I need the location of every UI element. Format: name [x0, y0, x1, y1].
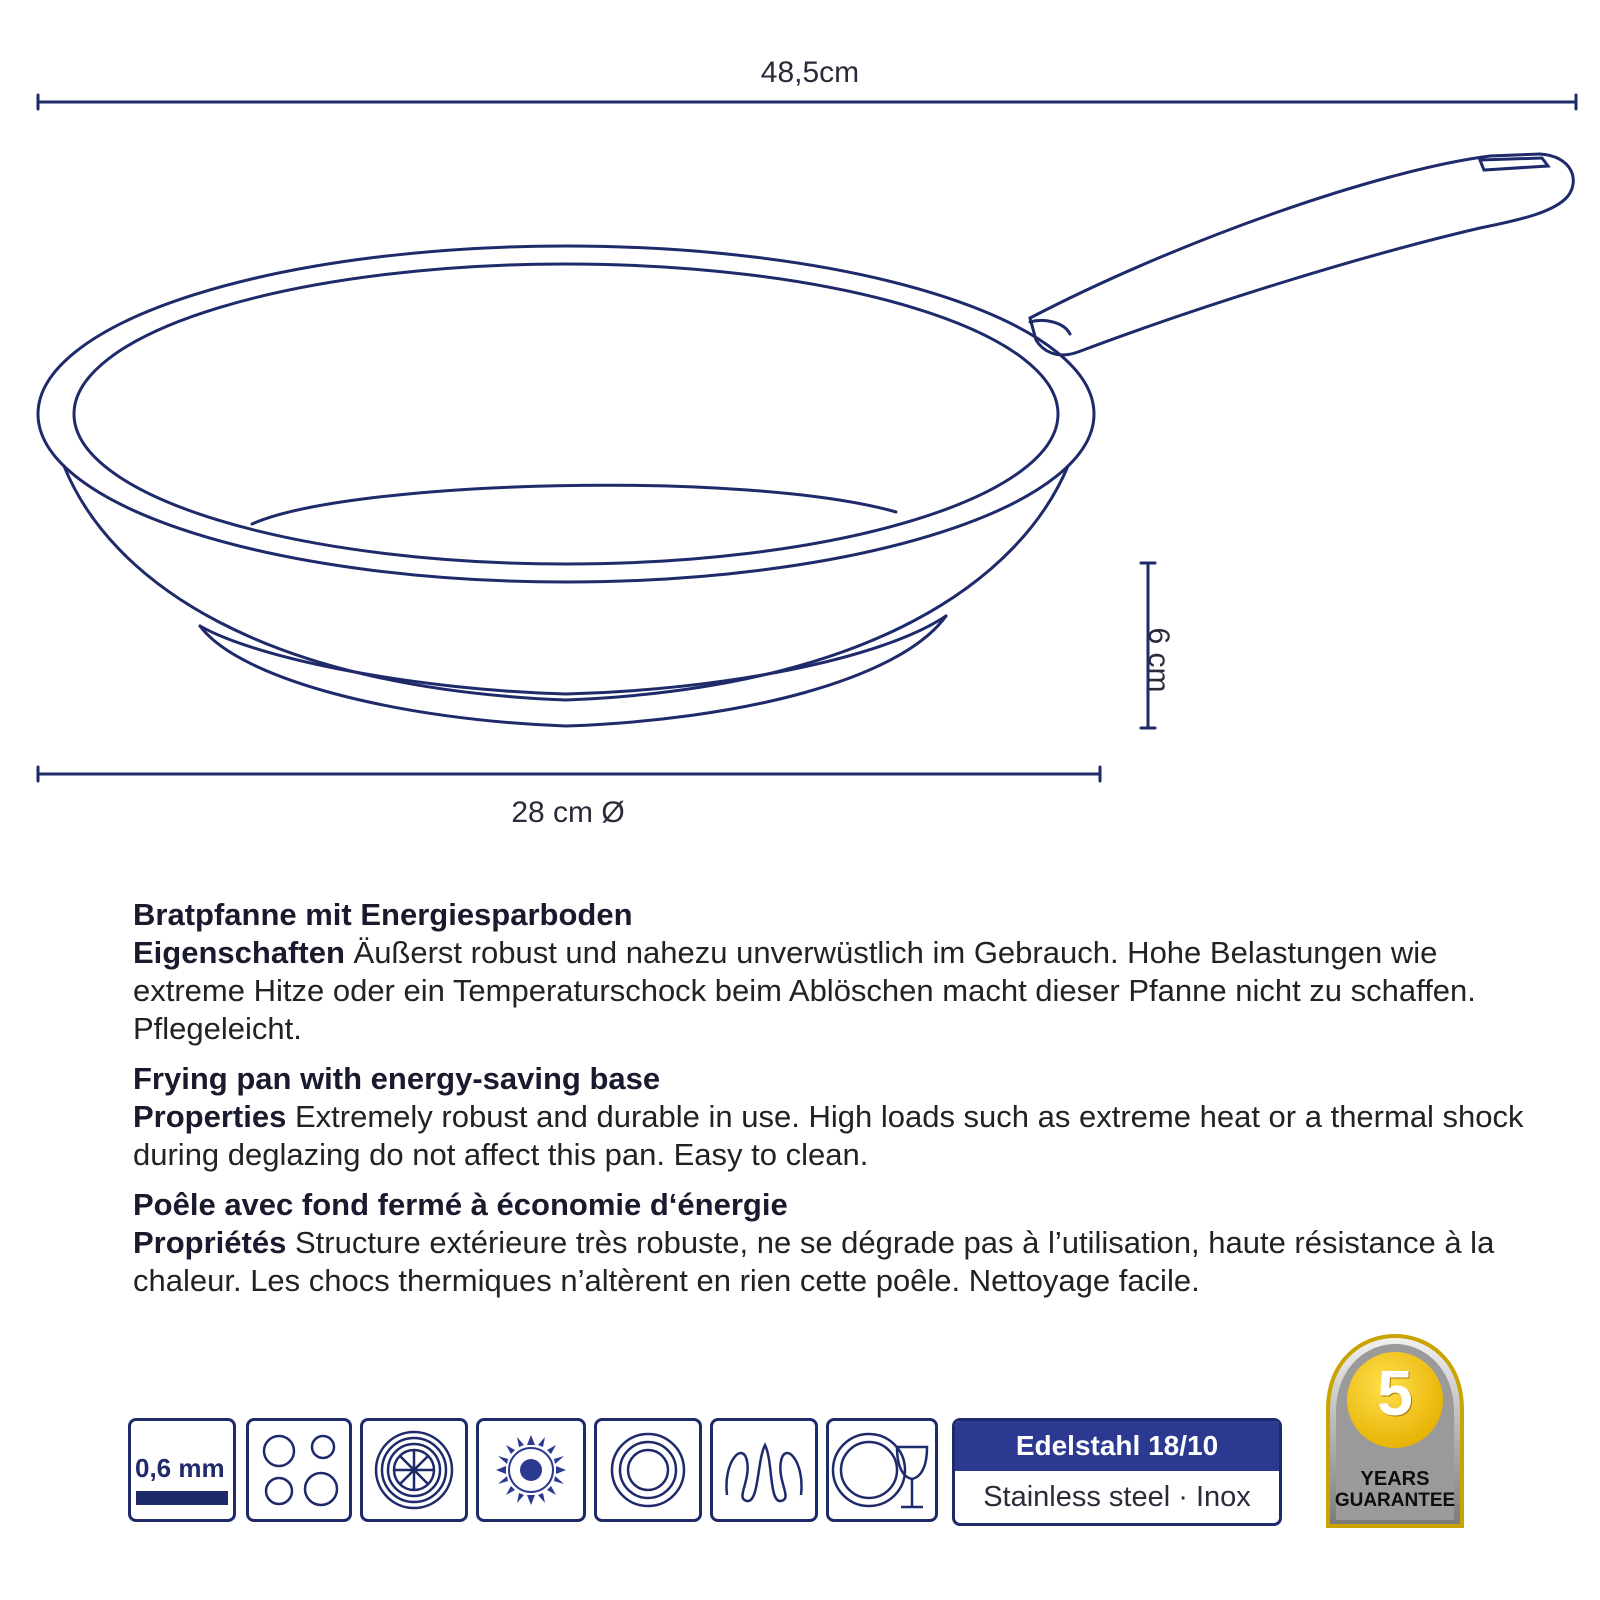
guarantee-years: YEARS — [1360, 1468, 1430, 1490]
guarantee-badge — [1322, 1330, 1468, 1530]
length-label: 48,5cm — [760, 56, 860, 89]
text-de: Äußerst robust und nahezu unverwüstlich im Gebrauch. Hohe Belastungen wie extreme Hitze oder ein Temperaturschock beim Ablöschen macht dieser Pfanne nicht zu schaffen. Pflegeleicht. — [133, 935, 1476, 1046]
pan-handle — [1030, 154, 1573, 355]
guarantee-number: 5 — [1377, 1357, 1413, 1429]
height-label: 6 cm — [1142, 627, 1175, 693]
label-de: Eigenschaften — [133, 935, 345, 970]
material-subtitle: Stainless steel · Inox — [983, 1481, 1251, 1513]
thickness-label: 0,6 mm — [135, 1453, 225, 1483]
ceramic-hob-icon — [594, 1418, 702, 1522]
electric-hob-icon — [246, 1418, 352, 1522]
pan-base — [200, 616, 946, 726]
description-de — [133, 896, 1533, 1058]
diameter-label: 28 cm Ø — [511, 796, 625, 829]
label-en: Properties — [133, 1099, 287, 1134]
pan-rim-inner — [74, 264, 1058, 564]
heading-de: Bratpfanne mit Energiesparboden — [133, 897, 633, 932]
halogen-hob-icon — [360, 1418, 468, 1522]
pan-rim-outer — [38, 246, 1094, 582]
text-fr: Structure extérieure très robuste, ne se dégrade pas à l’utilisation, haute résistance à la chaleur. Les chocs thermiques n’altèrent en rien cette poêle. Nettoyage facile. — [133, 1225, 1495, 1298]
material-title: Edelstahl 18/10 — [955, 1421, 1279, 1471]
text-en: Extremely robust and durable in use. High loads such as extreme heat or a thermal shock during deglazing do not affect this pan. Easy to clean. — [133, 1099, 1524, 1172]
dishwasher-safe-icon — [826, 1418, 938, 1522]
material-box — [952, 1418, 1282, 1526]
gas-hob-icon — [476, 1418, 586, 1522]
heading-fr: Poêle avec fond fermé à économie d‘énergie — [133, 1187, 788, 1222]
description-fr — [133, 1186, 1533, 1310]
description-en — [133, 1060, 1533, 1184]
thickness-icon — [128, 1418, 236, 1522]
induction-hob-icon — [710, 1418, 818, 1522]
label-fr: Propriétés — [133, 1225, 287, 1260]
heading-en: Frying pan with energy-saving base — [133, 1061, 661, 1096]
guarantee-label: GUARANTEE — [1334, 1490, 1456, 1511]
